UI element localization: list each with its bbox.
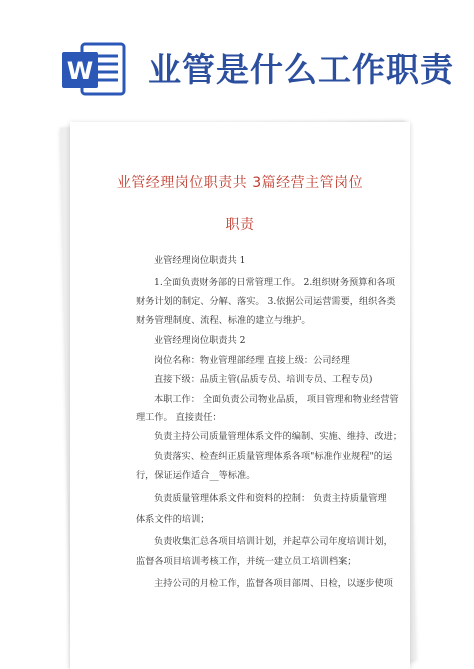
body-line: 行，保证运作适合__等标准。 xyxy=(136,470,256,481)
body-line: 直接下级：品质主管(品质专员、培训专员、工程专员) xyxy=(154,374,373,385)
header-banner xyxy=(0,0,474,112)
body-line: 业管经理岗位职责共 2 xyxy=(154,335,246,346)
body-line: 负责质量管理体系文件和资料的控制： 负责主持质量管理 xyxy=(154,493,387,504)
document-title-line-2: 职责 xyxy=(225,217,255,233)
banner-title: 业管是什么工作职责 xyxy=(148,50,454,89)
body-line: 负责收集汇总各项目培训计划，并起草公司年度培训计划， xyxy=(154,536,393,547)
body-line: 1.全面负责财务部的日常管理工作。 2.组织财务预算和各项 xyxy=(154,277,395,288)
body-line: 理工作。 直接责任： xyxy=(136,412,222,423)
word-doc-icon xyxy=(60,40,126,98)
body-line: 本职工作： 全面负责公司物业品质， 项目管理和物业经营管 xyxy=(154,394,399,405)
body-line: 岗位名称：物业管理部经理 直接上级：公司经理 xyxy=(154,355,350,366)
body-line: 负责落实、检查纠正质量管理体系各项"标准作业规程"的运 xyxy=(154,451,393,462)
body-line: 主持公司的月检工作，监督各项目部周、日检，以逐步使项 xyxy=(154,578,393,589)
word-doc-icon-letter: W xyxy=(66,57,94,85)
document-title-line-1: 业管经理岗位职责共 3篇经营主管岗位 xyxy=(116,175,364,191)
body-line: 财务计划的制定、分解、落实。 3.依据公司运营需要，组织各类 xyxy=(136,296,396,307)
body-line: 体系文件的培训； xyxy=(136,514,210,525)
body-line: 负责主持公司质量管理体系文件的编制、实施、维持、改进； xyxy=(154,431,403,442)
document-page xyxy=(70,122,410,669)
body-line: 财务管理制度、流程、标准的建立与维护。 xyxy=(136,315,311,326)
body-line: 监督各项目培训考核工作，并统一建立员工培训档案； xyxy=(136,556,357,567)
body-line: 业管经理岗位职责共 1 xyxy=(154,255,246,266)
